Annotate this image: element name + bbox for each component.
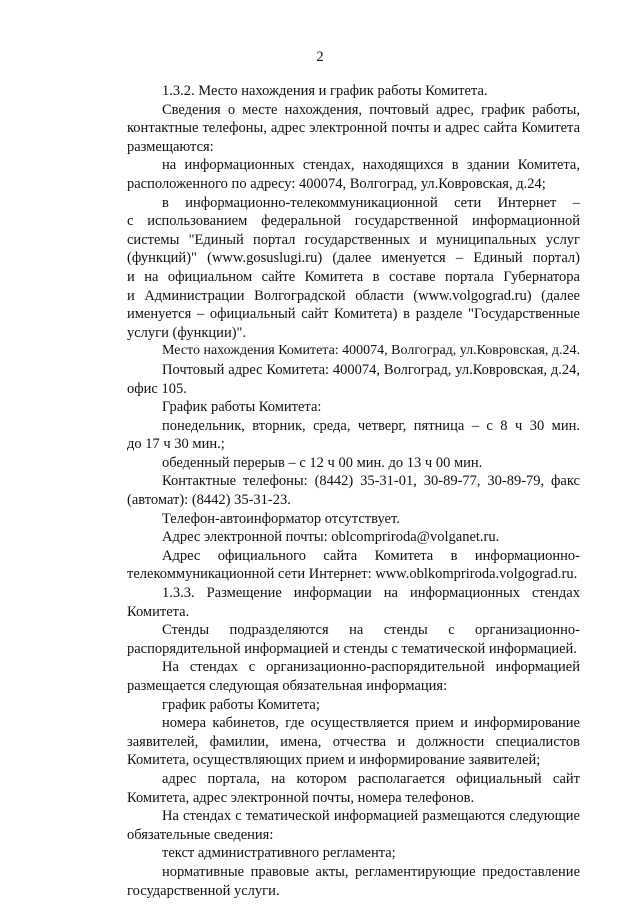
text-line: услуги (функции)". bbox=[127, 324, 247, 341]
paragraph bbox=[92, 82, 580, 101]
text-line: размещаются: bbox=[127, 138, 214, 155]
text-line: нормативные правовые акты, регламентирующие предоставление bbox=[162, 863, 580, 880]
text-line: адрес портала, на котором располагается официальный сайт bbox=[162, 770, 580, 787]
text-line: размещается следующая обязательная информация: bbox=[127, 678, 448, 694]
paragraph bbox=[92, 863, 580, 900]
text-line: Телефон-автоинформатор отсутствует. bbox=[162, 510, 400, 527]
text-line: (функций)" (www.gosuslugi.ru) (далее именуется – Единый портал) bbox=[127, 250, 580, 267]
paragraph bbox=[92, 528, 580, 547]
text-line: обязательные сведения: bbox=[127, 826, 274, 843]
paragraph bbox=[92, 156, 580, 193]
paragraph bbox=[92, 194, 580, 343]
text-line: расположенного по адресу: 400074, Волгоград, ул.Ковровская, д.24; bbox=[127, 175, 546, 192]
paragraph bbox=[92, 844, 580, 863]
document-body bbox=[92, 82, 580, 900]
text-line: с использованием федеральной государственной информационной bbox=[127, 213, 580, 230]
paragraph bbox=[92, 696, 580, 715]
text-line: На стендах с тематической информацией размещаются следующие bbox=[162, 808, 580, 825]
text-line: график работы Комитета; bbox=[162, 696, 320, 713]
page-number: 2 bbox=[316, 49, 324, 65]
text-line: номера кабинетов, где осуществляется прием и информирование bbox=[162, 715, 580, 732]
text-line: График работы Комитета: bbox=[162, 399, 322, 416]
text-line: На стендах с организационно-распорядительной информацией bbox=[162, 659, 580, 676]
paragraph bbox=[92, 398, 580, 417]
text-line: Комитета, адрес электронной почты, номера телефонов. bbox=[127, 789, 475, 806]
text-line: и на официальном сайте Комитета в составе портала Губернатора bbox=[127, 268, 580, 285]
text-line: 1.3.2. Место нахождения и график работы Комитета. bbox=[162, 83, 488, 99]
text-line: Сведения о месте нахождения, почтовый адрес, график работы, bbox=[162, 101, 580, 118]
paragraph bbox=[92, 658, 580, 695]
paragraph bbox=[92, 584, 580, 621]
text-line: в информационно-телекоммуникационной сети Интернет – bbox=[162, 194, 580, 211]
paragraph bbox=[92, 770, 580, 807]
text-line: Место нахождения Комитета: 400074, Волгоград, ул.Ковровская, д.24. bbox=[162, 343, 581, 359]
text-line: 1.3.3. Размещение информации на информационных стендах bbox=[162, 585, 580, 602]
text-line: на информационных стендах, находящихся в здании Комитета, bbox=[162, 157, 580, 174]
text-line: именуется – официальный сайт Комитета) в разделе "Государственные bbox=[127, 306, 580, 323]
paragraph bbox=[92, 714, 580, 770]
paragraph bbox=[92, 547, 580, 584]
text-line: понедельник, вторник, среда, четверг, пятница – с 8 ч 30 мин. bbox=[162, 417, 580, 434]
paragraph bbox=[92, 417, 580, 454]
paragraph bbox=[92, 454, 580, 473]
text-line: заявителей, фамилии, имена, отчества и должности специалистов bbox=[127, 733, 580, 750]
text-line: Стенды подразделяются на стенды с организационно- bbox=[162, 622, 580, 639]
paragraph bbox=[92, 807, 580, 844]
text-line: Комитета, осуществляющих прием и информирование заявителей; bbox=[127, 752, 541, 769]
paragraph bbox=[92, 621, 580, 658]
text-line: государственной услуги. bbox=[127, 882, 280, 899]
text-line: Адрес официального сайта Комитета в информационно- bbox=[162, 547, 580, 564]
paragraph bbox=[92, 510, 580, 529]
text-line: Адрес электронной почты: oblcompriroda@volganet.ru. bbox=[162, 529, 500, 546]
paragraph bbox=[92, 361, 580, 398]
text-line: текст административного регламента; bbox=[162, 845, 396, 862]
text-line: офис 105. bbox=[127, 380, 187, 397]
paragraph bbox=[92, 101, 580, 157]
text-line: Почтовый адрес Комитета: 400074, Волгоград, ул.Ковровская, д.24, bbox=[162, 361, 580, 378]
text-line: и Администрации Волгоградской области (www.volgograd.ru) (далее bbox=[127, 287, 580, 304]
text-line: Комитета. bbox=[127, 603, 190, 620]
paragraph bbox=[92, 342, 580, 361]
text-line: контактные телефоны, адрес электронной почты и адрес сайта Комитета bbox=[127, 120, 580, 137]
text-line: телекоммуникационной сети Интернет: www.oblkompriroda.volgograd.ru. bbox=[127, 566, 578, 583]
text-line: системы "Единый портал государственных и муниципальных услуг bbox=[127, 231, 580, 248]
text-line: Контактные телефоны: (8442) 35-31-01, 30-89-77, 30-89-79, факс bbox=[162, 473, 580, 490]
text-line: обеденный перерыв – с 12 ч 00 мин. до 13 ч 00 мин. bbox=[162, 454, 483, 471]
paragraph bbox=[92, 472, 580, 509]
text-line: до 17 ч 30 мин.; bbox=[127, 436, 225, 453]
text-line: распорядительной информацией и стенды с тематической информацией. bbox=[127, 640, 577, 657]
text-line: (автомат): (8442) 35-31-23. bbox=[127, 492, 291, 509]
